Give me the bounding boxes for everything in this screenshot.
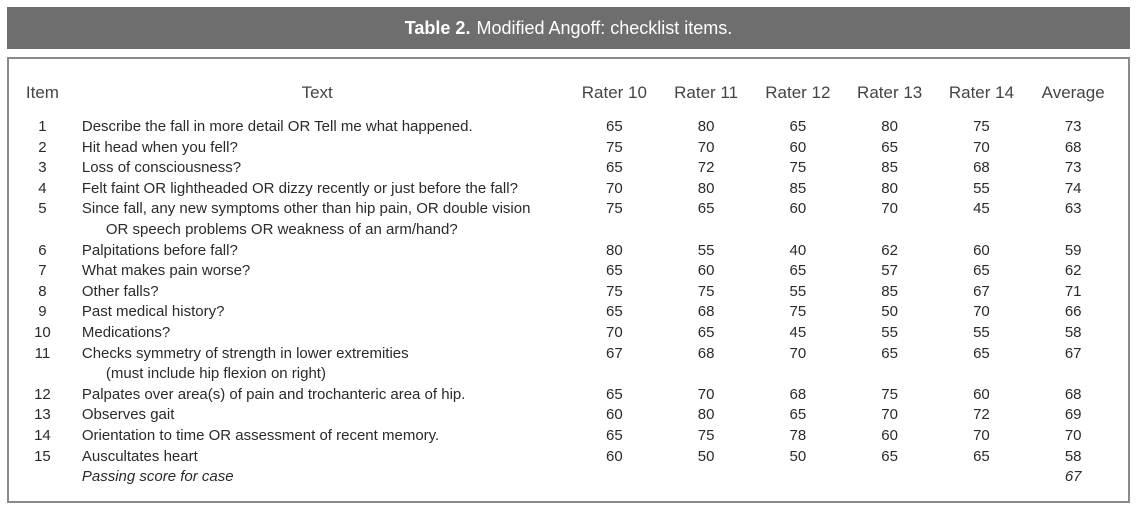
cell-text-line: Other falls? (81, 282, 159, 300)
cell-avg: 70 (1064, 426, 1082, 444)
cell-text (66, 241, 569, 262)
cell-r10: 65 (606, 262, 623, 280)
header-rater-11: Rater 11 (674, 83, 739, 102)
cell-r14: 75 (973, 118, 990, 135)
table-title-text: Modified Angoff: checklist items. (476, 17, 733, 38)
cell-r14: 60 (973, 241, 990, 259)
table-row (19, 117, 1119, 138)
table-row (19, 199, 1119, 240)
footer-empty-cell (660, 467, 752, 488)
cell-r13: 65 (881, 138, 898, 156)
cell-r13: 85 (881, 159, 898, 177)
cell-text (66, 385, 569, 406)
cell-text-line: Since fall, any new symptoms other than hip pain, OR double vision (81, 200, 531, 218)
cell-item: 12 (34, 385, 51, 403)
cell-text-continuation: OR speech problems OR weakness of an arm/hand? (105, 220, 458, 238)
cell-r10: 75 (606, 138, 623, 156)
cell-text (66, 302, 569, 323)
cell-r11: 80 (697, 179, 715, 197)
cell-r14: 65 (973, 344, 990, 362)
cell-r10: 60 (606, 447, 623, 465)
cell-text-line: Hit head when you fell? (81, 138, 238, 156)
cell-r10: 67 (606, 344, 623, 362)
cell-r10: 70 (606, 323, 623, 341)
cell-r10: 75 (606, 200, 623, 218)
table-body (19, 117, 1119, 488)
cell-avg: 74 (1064, 179, 1082, 197)
cell-avg: 58 (1064, 323, 1082, 341)
cell-r14: 55 (973, 323, 990, 341)
cell-r13: 85 (881, 282, 898, 300)
table-row (19, 282, 1119, 303)
cell-r12: 65 (789, 118, 807, 135)
cell-item: 5 (38, 200, 47, 218)
cell-r13: 80 (881, 118, 898, 135)
cell-avg: 68 (1064, 385, 1082, 403)
cell-text (66, 158, 569, 179)
cell-r10: 80 (606, 241, 623, 259)
cell-item: 13 (34, 406, 51, 424)
cell-r14: 68 (973, 159, 990, 177)
cell-r13: 50 (881, 303, 898, 321)
cell-text (66, 447, 569, 468)
cell-avg: 71 (1064, 282, 1082, 300)
footer-empty-cell (844, 467, 936, 488)
cell-r13: 65 (881, 344, 898, 362)
footer-empty-cell (936, 467, 1028, 488)
cell-r10: 65 (606, 118, 623, 135)
cell-r10: 60 (606, 406, 623, 424)
cell-text (66, 344, 569, 385)
cell-r10: 75 (606, 282, 623, 300)
table-row (19, 447, 1119, 468)
cell-text-line: Medications? (81, 323, 171, 341)
cell-r14: 70 (973, 426, 990, 444)
cell-text-line: Palpitations before fall? (81, 241, 238, 259)
cell-r12: 75 (789, 159, 807, 177)
table-row (19, 158, 1119, 179)
cell-item: 4 (38, 179, 47, 197)
cell-r11: 68 (697, 303, 715, 321)
table-title-label: Table 2. (404, 17, 471, 38)
cell-r12: 40 (789, 241, 807, 259)
cell-r13: 55 (881, 323, 898, 341)
cell-r12: 78 (789, 426, 807, 444)
cell-avg: 73 (1064, 159, 1082, 177)
cell-text (66, 405, 569, 426)
cell-avg: 68 (1064, 138, 1082, 156)
cell-text-line: Loss of consciousness? (81, 159, 242, 177)
header-average: Average (1041, 83, 1105, 102)
cell-r11: 75 (697, 426, 715, 444)
cell-r13: 57 (881, 262, 898, 280)
passing-score-label: Passing score for case (81, 468, 234, 486)
cell-item: 6 (38, 241, 47, 259)
cell-r13: 65 (881, 447, 898, 465)
table-row (19, 405, 1119, 426)
cell-r14: 65 (973, 262, 990, 280)
cell-item: 10 (34, 323, 51, 341)
cell-r14: 70 (973, 138, 990, 156)
cell-r11: 65 (697, 323, 715, 341)
cell-r11: 68 (697, 344, 715, 362)
cell-r11: 60 (697, 262, 715, 280)
header-rater-12: Rater 12 (765, 83, 831, 102)
table-row (19, 302, 1119, 323)
cell-r13: 62 (881, 241, 898, 259)
cell-r12: 50 (789, 447, 807, 465)
cell-r11: 50 (697, 447, 715, 465)
cell-r12: 45 (789, 323, 807, 341)
cell-avg: 62 (1064, 262, 1082, 280)
table-row (19, 261, 1119, 282)
cell-r12: 70 (789, 344, 807, 362)
cell-r12: 75 (789, 303, 807, 321)
cell-r12: 68 (789, 385, 807, 403)
table-row (19, 323, 1119, 344)
table-row (19, 138, 1119, 159)
cell-item: 7 (38, 262, 47, 280)
cell-avg: 67 (1064, 344, 1082, 362)
cell-r11: 55 (697, 241, 715, 259)
cell-r10: 70 (606, 179, 623, 197)
cell-r12: 65 (789, 406, 807, 424)
cell-r10: 65 (606, 385, 623, 403)
cell-r13: 80 (881, 179, 898, 197)
cell-r13: 70 (881, 406, 898, 424)
cell-r14: 65 (973, 447, 990, 465)
cell-item: 14 (34, 426, 51, 444)
cell-text-line: Orientation to time OR assessment of recent memory. (81, 426, 440, 444)
cell-text (66, 138, 569, 159)
cell-avg: 69 (1064, 406, 1082, 424)
header-rater-13: Rater 13 (857, 83, 923, 102)
cell-text-line: Palpates over area(s) of pain and trochanteric area of hip. (81, 385, 466, 403)
cell-item: 11 (34, 344, 51, 362)
cell-avg: 58 (1064, 447, 1082, 465)
cell-text (66, 179, 569, 200)
table-row (19, 241, 1119, 262)
checklist-table (19, 83, 1119, 488)
cell-r11: 80 (697, 118, 715, 135)
cell-r14: 72 (973, 406, 990, 424)
cell-r13: 60 (881, 426, 898, 444)
footer-row (19, 467, 1119, 488)
cell-text (66, 426, 569, 447)
table-row (19, 344, 1119, 385)
cell-text-line: Felt faint OR lightheaded OR dizzy recently or just before the fall? (81, 179, 518, 197)
cell-item: 9 (38, 303, 47, 321)
table-title-bar (7, 7, 1130, 49)
cell-r11: 65 (697, 200, 715, 218)
header-text: Text (301, 83, 333, 102)
header-row (19, 83, 1119, 117)
header-item: Item (25, 83, 59, 102)
cell-text-line: What makes pain worse? (81, 262, 251, 280)
cell-r11: 70 (697, 385, 715, 403)
cell-r10: 65 (606, 159, 623, 177)
cell-text (66, 323, 569, 344)
table-row (19, 385, 1119, 406)
cell-avg: 73 (1064, 118, 1082, 135)
cell-text-line: Checks symmetry of strength in lower extremities (81, 344, 409, 362)
cell-text-line: Auscultates heart (81, 447, 198, 465)
cell-r14: 55 (973, 179, 990, 197)
header-rater-14: Rater 14 (948, 83, 1015, 102)
cell-r10: 65 (606, 303, 623, 321)
footer-empty-cell (752, 467, 844, 488)
cell-r14: 70 (973, 303, 990, 321)
cell-r12: 65 (789, 262, 807, 280)
cell-r12: 60 (789, 200, 807, 218)
cell-r11: 72 (697, 159, 715, 177)
cell-r14: 67 (973, 282, 990, 300)
cell-avg: 59 (1064, 241, 1082, 259)
cell-r10: 65 (606, 426, 623, 444)
cell-r12: 60 (789, 138, 807, 156)
cell-item: 1 (38, 118, 47, 135)
cell-r11: 70 (697, 138, 715, 156)
cell-r12: 85 (789, 179, 807, 197)
passing-score-value: 67 (1064, 468, 1082, 486)
cell-r11: 75 (697, 282, 715, 300)
cell-text (66, 261, 569, 282)
footer-empty-cell (568, 467, 660, 488)
cell-r13: 70 (881, 200, 898, 218)
cell-r13: 75 (881, 385, 898, 403)
cell-item: 2 (38, 138, 47, 156)
cell-r14: 45 (973, 200, 990, 218)
cell-text-line: Past medical history? (81, 303, 225, 321)
cell-item: 8 (38, 282, 47, 300)
cell-text-continuation: (must include hip flexion on right) (105, 365, 326, 383)
cell-text (66, 282, 569, 303)
cell-avg: 66 (1064, 303, 1082, 321)
cell-text (66, 117, 569, 138)
table-row (19, 179, 1119, 200)
cell-text (66, 199, 569, 240)
table-row (19, 426, 1119, 447)
cell-item: 15 (34, 447, 51, 465)
cell-r11: 80 (697, 406, 715, 424)
cell-text-line: Describe the fall in more detail OR Tell me what happened. (81, 118, 473, 135)
cell-r12: 55 (789, 282, 807, 300)
table-frame (7, 57, 1130, 503)
cell-text-line: Observes gait (81, 406, 175, 424)
cell-avg: 63 (1064, 200, 1082, 218)
cell-item: 3 (38, 159, 47, 177)
header-rater-10: Rater 10 (581, 83, 647, 102)
cell-r14: 60 (973, 385, 990, 403)
footer-empty-cell (19, 467, 66, 488)
